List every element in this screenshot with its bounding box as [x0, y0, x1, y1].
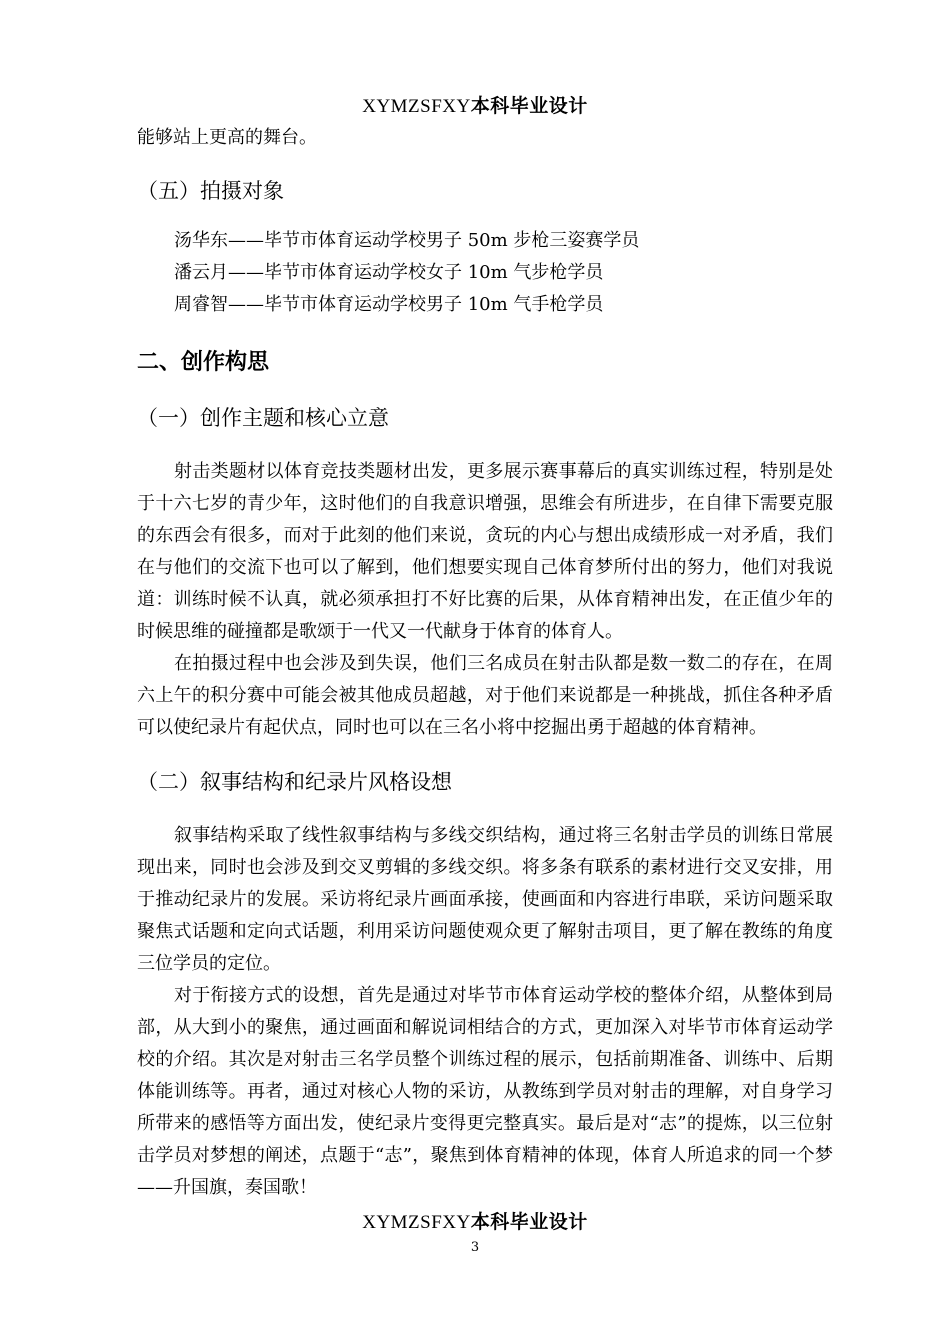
footer-code: XYMZSFXY: [362, 1212, 471, 1233]
paragraph: 叙事结构采取了线性叙事结构与多线交织结构，通过将三名射击学员的训练日常展现出来，同时也会涉及到交叉剪辑的多线交织。将多条有联系的素材进行交叉安排，用于推动纪录片的发展。采访将纪录片画面承接，使画面和内容进行串联，采访问题采取聚焦式话题和定向式话题，利用采访问题使观众更了解射击项目，更了解在教练的角度三位学员的定位。: [137, 825, 833, 974]
page-content: [137, 122, 833, 1204]
paragraph: 对于衔接方式的设想，首先是通过对毕节市体育运动学校的整体介绍，从整体到局部，从大到小的聚焦，通过画面和解说词相结合的方式，更加深入对毕节市体育运动学校的介绍。其次是对射击三名学员整个训练过程的展示，包括前期准备、训练中、后期体能训练等。再者，通过对核心人物的采访，从教练到学员对射击的理解，对自身学习所带来的感悟等方面出发，使纪录片变得更完整真实。最后是对“志”的提炼，以三位射击学员对梦想的阐述，点题于“志”，聚焦到体育精神的体现，体育人所追求的同一个梦——升国旗，奏国歌！: [137, 985, 833, 1198]
page-number: 3: [470, 1240, 480, 1255]
header-code: XYMZSFXY: [362, 96, 471, 117]
sub1-heading: （一）创作主题和核心立意: [137, 406, 389, 430]
sub1-body: [137, 456, 833, 744]
footer-title: 本科毕业设计: [470, 1211, 588, 1233]
paragraph: 在拍摄过程中也会涉及到失误，他们三名成员在射击队都是数一数二的存在，在周六上午的积分赛中可能会被其他成员超越，对于他们来说都是一种挑战，抓住各种矛盾可以使纪录片有起伏点，同时也可以在三名小将中挖掘出勇于超越的体育精神。: [137, 653, 833, 738]
intro-line: 能够站上更高的舞台。: [137, 127, 317, 148]
subject-item: 潘云月——毕节市体育运动学校女子 10m 气步枪学员: [174, 262, 604, 283]
section5-heading: （五）拍摄对象: [137, 179, 284, 203]
chapter2-heading: 二、创作构思: [137, 350, 270, 375]
sub2-heading: （二）叙事结构和纪录片风格设想: [137, 770, 452, 794]
subject-item: 周睿智——毕节市体育运动学校男子 10m 气手枪学员: [174, 294, 604, 315]
page-header: [0, 94, 950, 119]
page-footer: [0, 1210, 950, 1235]
header-title: 本科毕业设计: [470, 95, 588, 117]
sub2-body: [137, 820, 833, 1204]
subject-item: 汤华东——毕节市体育运动学校男子 50m 步枪三姿赛学员: [174, 230, 640, 251]
subjects-list: [137, 225, 833, 321]
paragraph: 射击类题材以体育竞技类题材出发，更多展示赛事幕后的真实训练过程，特别是处于十六七岁的青少年，这时他们的自我意识增强，思维会有所进步，在自律下需要克服的东西会有很多，而对于此刻的他们来说，贪玩的内心与想出成绩形成一对矛盾，我们在与他们的交流下也可以了解到，他们想要实现自己体育梦所付出的努力，他们对我说道：训练时候不认真，就必须承担打不好比赛的后果，从体育精神出发，在正值少年的时候思维的碰撞都是歌颂于一代又一代献身于体育的体育人。: [137, 461, 833, 642]
